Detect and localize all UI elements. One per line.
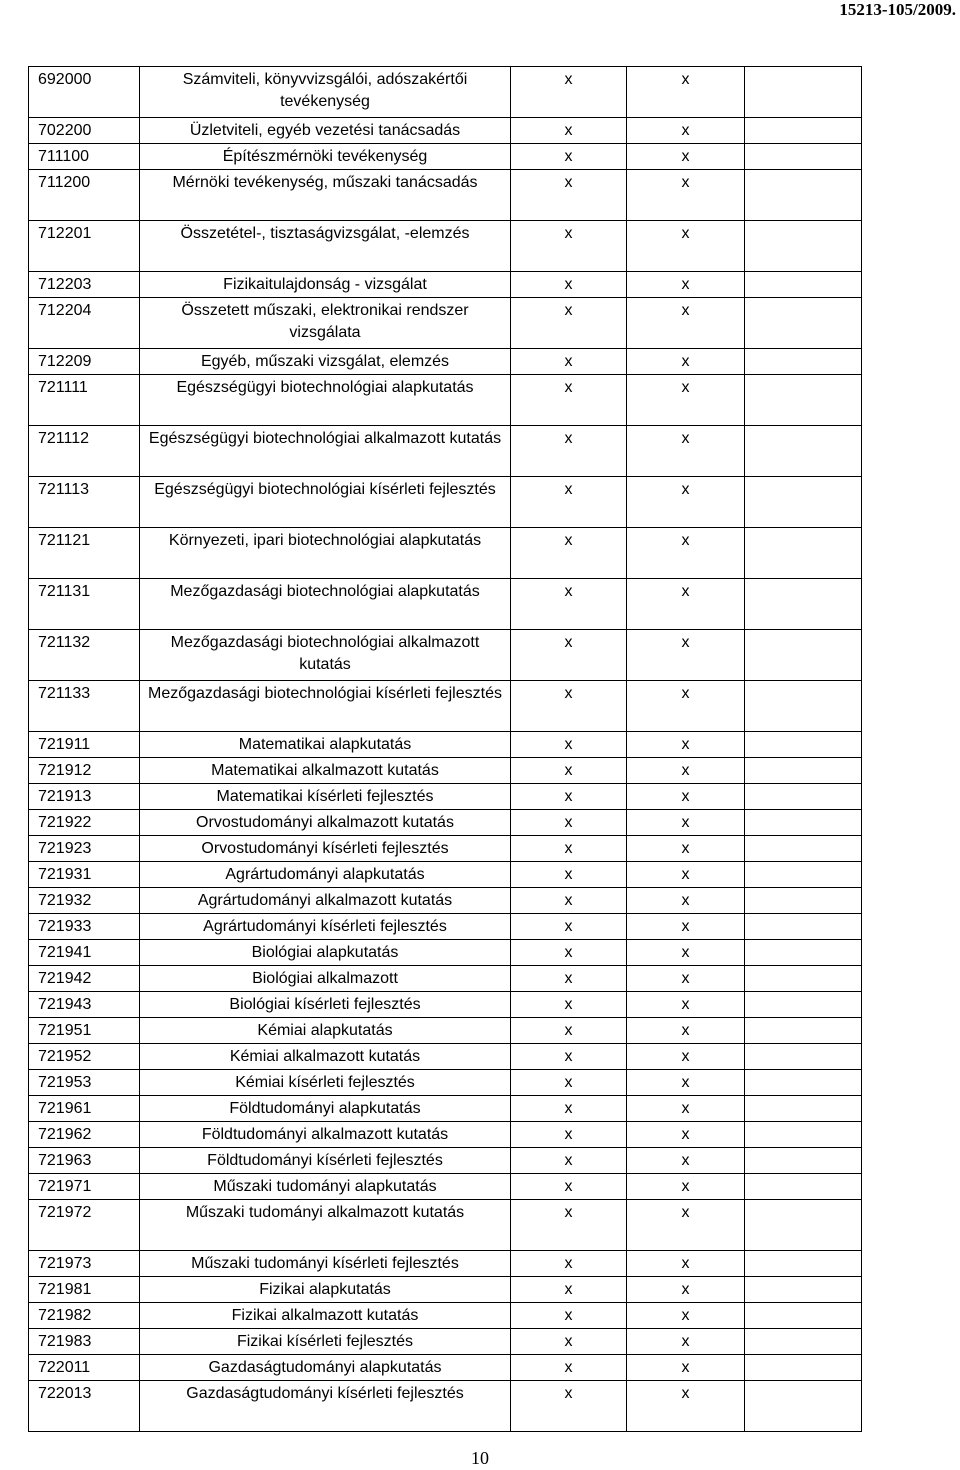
- mark-cell-2: x: [627, 1303, 745, 1329]
- empty-cell: [745, 810, 862, 836]
- activity-description-cell: Fizikai kísérleti fejlesztés: [140, 1329, 511, 1355]
- activity-code-cell: 721112: [29, 426, 140, 477]
- table-row: [29, 349, 862, 375]
- activity-description-cell: Kémiai alkalmazott kutatás: [140, 1044, 511, 1070]
- mark-cell-2: x: [627, 992, 745, 1018]
- activity-code-cell: 721913: [29, 784, 140, 810]
- activity-code-cell: 721981: [29, 1277, 140, 1303]
- mark-cell-2: x: [627, 1200, 745, 1251]
- empty-cell: [745, 298, 862, 349]
- mark-cell-2: x: [627, 1122, 745, 1148]
- mark-cell-2: x: [627, 1277, 745, 1303]
- activity-description-cell: Matematikai alkalmazott kutatás: [140, 758, 511, 784]
- mark-cell-1: x: [511, 298, 627, 349]
- table-row: [29, 375, 862, 426]
- empty-cell: [745, 579, 862, 630]
- table-row: [29, 940, 862, 966]
- empty-cell: [745, 1070, 862, 1096]
- activity-code-cell: 712209: [29, 349, 140, 375]
- table-row: [29, 1018, 862, 1044]
- activity-code-cell: 692000: [29, 67, 140, 118]
- mark-cell-2: x: [627, 940, 745, 966]
- activity-description-cell: Építészmérnöki tevékenység: [140, 144, 511, 170]
- table-row: [29, 1303, 862, 1329]
- mark-cell-2: x: [627, 966, 745, 992]
- mark-cell-2: x: [627, 579, 745, 630]
- mark-cell-1: x: [511, 579, 627, 630]
- activity-description-cell: Fizikaitulajdonság - vizsgálat: [140, 272, 511, 298]
- empty-cell: [745, 118, 862, 144]
- table-row: [29, 1329, 862, 1355]
- activity-description-cell: Agrártudományi alkalmazott kutatás: [140, 888, 511, 914]
- empty-cell: [745, 940, 862, 966]
- table-row: [29, 1070, 862, 1096]
- mark-cell-1: x: [511, 375, 627, 426]
- activity-description-cell: Egyéb, műszaki vizsgálat, elemzés: [140, 349, 511, 375]
- table-row: [29, 784, 862, 810]
- activity-code-cell: 721912: [29, 758, 140, 784]
- empty-cell: [745, 67, 862, 118]
- activity-code-cell: 721113: [29, 477, 140, 528]
- mark-cell-2: x: [627, 272, 745, 298]
- activity-code-cell: 721963: [29, 1148, 140, 1174]
- empty-cell: [745, 1381, 862, 1432]
- table-row: [29, 758, 862, 784]
- mark-cell-1: x: [511, 914, 627, 940]
- table-row: [29, 1381, 862, 1432]
- table-body: [29, 67, 862, 1432]
- activity-description-cell: Gazdaságtudományi kísérleti fejlesztés: [140, 1381, 511, 1432]
- mark-cell-1: x: [511, 630, 627, 681]
- empty-cell: [745, 272, 862, 298]
- activity-code-cell: 721953: [29, 1070, 140, 1096]
- activity-code-cell: 712203: [29, 272, 140, 298]
- mark-cell-2: x: [627, 1329, 745, 1355]
- mark-cell-2: x: [627, 836, 745, 862]
- table-row: [29, 1251, 862, 1277]
- empty-cell: [745, 1251, 862, 1277]
- activity-description-cell: Agrártudományi alapkutatás: [140, 862, 511, 888]
- mark-cell-2: x: [627, 1044, 745, 1070]
- mark-cell-1: x: [511, 758, 627, 784]
- mark-cell-1: x: [511, 732, 627, 758]
- mark-cell-2: x: [627, 426, 745, 477]
- activity-description-cell: Fizikai alapkutatás: [140, 1277, 511, 1303]
- activity-code-cell: 721941: [29, 940, 140, 966]
- table-row: [29, 118, 862, 144]
- mark-cell-2: x: [627, 1018, 745, 1044]
- activity-code-cell: 712204: [29, 298, 140, 349]
- table-row: [29, 1355, 862, 1381]
- mark-cell-1: x: [511, 1070, 627, 1096]
- mark-cell-1: x: [511, 1148, 627, 1174]
- table-row: [29, 170, 862, 221]
- mark-cell-1: x: [511, 784, 627, 810]
- mark-cell-2: x: [627, 732, 745, 758]
- mark-cell-1: x: [511, 1355, 627, 1381]
- empty-cell: [745, 1303, 862, 1329]
- empty-cell: [745, 1044, 862, 1070]
- activity-description-cell: Egészségügyi biotechnológiai kísérleti fejlesztés: [140, 477, 511, 528]
- table-row: [29, 630, 862, 681]
- mark-cell-1: x: [511, 992, 627, 1018]
- activity-description-cell: Gazdaságtudományi alapkutatás: [140, 1355, 511, 1381]
- mark-cell-1: x: [511, 67, 627, 118]
- activity-code-cell: 721972: [29, 1200, 140, 1251]
- empty-cell: [745, 1148, 862, 1174]
- table-row: [29, 477, 862, 528]
- activity-description-cell: Biológiai alapkutatás: [140, 940, 511, 966]
- activity-description-cell: Matematikai alapkutatás: [140, 732, 511, 758]
- table-row: [29, 1200, 862, 1251]
- activity-code-cell: 721932: [29, 888, 140, 914]
- activity-description-cell: Kémiai kísérleti fejlesztés: [140, 1070, 511, 1096]
- mark-cell-1: x: [511, 1251, 627, 1277]
- mark-cell-2: x: [627, 528, 745, 579]
- empty-cell: [745, 375, 862, 426]
- activity-code-cell: 721931: [29, 862, 140, 888]
- page-number: 10: [471, 1448, 489, 1468]
- activity-code-cell: 721982: [29, 1303, 140, 1329]
- activity-description-cell: Földtudományi kísérleti fejlesztés: [140, 1148, 511, 1174]
- activity-code-cell: 722011: [29, 1355, 140, 1381]
- activity-code-cell: 721133: [29, 681, 140, 732]
- activity-description-cell: Mezőgazdasági biotechnológiai alapkutatás: [140, 579, 511, 630]
- mark-cell-2: x: [627, 67, 745, 118]
- mark-cell-1: x: [511, 1174, 627, 1200]
- mark-cell-2: x: [627, 630, 745, 681]
- mark-cell-2: x: [627, 758, 745, 784]
- activity-description-cell: Egészségügyi biotechnológiai alkalmazott kutatás: [140, 426, 511, 477]
- mark-cell-1: x: [511, 1329, 627, 1355]
- empty-cell: [745, 732, 862, 758]
- empty-cell: [745, 528, 862, 579]
- mark-cell-2: x: [627, 118, 745, 144]
- mark-cell-1: x: [511, 477, 627, 528]
- table-row: [29, 426, 862, 477]
- mark-cell-1: x: [511, 1096, 627, 1122]
- empty-cell: [745, 992, 862, 1018]
- activity-code-cell: 721971: [29, 1174, 140, 1200]
- activity-description-cell: Számviteli, könyvvizsgálói, adószakértői tevékenység: [140, 67, 511, 118]
- activity-description-cell: Biológiai kísérleti fejlesztés: [140, 992, 511, 1018]
- activity-code-cell: 702200: [29, 118, 140, 144]
- activity-code-cell: 721961: [29, 1096, 140, 1122]
- mark-cell-2: x: [627, 1148, 745, 1174]
- empty-cell: [745, 914, 862, 940]
- mark-cell-1: x: [511, 349, 627, 375]
- table-row: [29, 836, 862, 862]
- empty-cell: [745, 681, 862, 732]
- mark-cell-1: x: [511, 272, 627, 298]
- mark-cell-2: x: [627, 1355, 745, 1381]
- activity-code-cell: 712201: [29, 221, 140, 272]
- activity-description-cell: Műszaki tudományi alkalmazott kutatás: [140, 1200, 511, 1251]
- activity-code-cell: 721132: [29, 630, 140, 681]
- mark-cell-1: x: [511, 1018, 627, 1044]
- mark-cell-1: x: [511, 1122, 627, 1148]
- mark-cell-1: x: [511, 888, 627, 914]
- mark-cell-2: x: [627, 888, 745, 914]
- document-reference: 15213-105/2009.: [839, 0, 956, 19]
- activity-code-cell: 721923: [29, 836, 140, 862]
- empty-cell: [745, 477, 862, 528]
- activity-description-cell: Műszaki tudományi alapkutatás: [140, 1174, 511, 1200]
- mark-cell-2: x: [627, 784, 745, 810]
- empty-cell: [745, 836, 862, 862]
- empty-cell: [745, 1174, 862, 1200]
- activity-description-cell: Összetett műszaki, elektronikai rendszer vizsgálata: [140, 298, 511, 349]
- mark-cell-1: x: [511, 528, 627, 579]
- activity-code-cell: 721942: [29, 966, 140, 992]
- mark-cell-1: x: [511, 1381, 627, 1432]
- mark-cell-1: x: [511, 1044, 627, 1070]
- mark-cell-1: x: [511, 221, 627, 272]
- mark-cell-1: x: [511, 118, 627, 144]
- mark-cell-2: x: [627, 221, 745, 272]
- empty-cell: [745, 144, 862, 170]
- mark-cell-1: x: [511, 1200, 627, 1251]
- activity-description-cell: Mezőgazdasági biotechnológiai kísérleti fejlesztés: [140, 681, 511, 732]
- activity-code-cell: 721933: [29, 914, 140, 940]
- table-row: [29, 272, 862, 298]
- activity-description-cell: Fizikai alkalmazott kutatás: [140, 1303, 511, 1329]
- mark-cell-2: x: [627, 1070, 745, 1096]
- mark-cell-1: x: [511, 144, 627, 170]
- activity-code-cell: 711100: [29, 144, 140, 170]
- activity-description-cell: Környezeti, ipari biotechnológiai alapkutatás: [140, 528, 511, 579]
- activity-code-cell: 722013: [29, 1381, 140, 1432]
- mark-cell-2: x: [627, 1096, 745, 1122]
- mark-cell-1: x: [511, 170, 627, 221]
- empty-cell: [745, 758, 862, 784]
- activity-code-cell: 721983: [29, 1329, 140, 1355]
- table-row: [29, 888, 862, 914]
- mark-cell-2: x: [627, 681, 745, 732]
- table-row: [29, 221, 862, 272]
- empty-cell: [745, 170, 862, 221]
- mark-cell-1: x: [511, 940, 627, 966]
- table-row: [29, 1148, 862, 1174]
- table-row: [29, 1122, 862, 1148]
- mark-cell-2: x: [627, 144, 745, 170]
- activity-description-cell: Orvostudományi alkalmazott kutatás: [140, 810, 511, 836]
- table-row: [29, 67, 862, 118]
- mark-cell-1: x: [511, 1303, 627, 1329]
- empty-cell: [745, 862, 862, 888]
- empty-cell: [745, 784, 862, 810]
- mark-cell-2: x: [627, 375, 745, 426]
- empty-cell: [745, 1329, 862, 1355]
- activity-description-cell: Kémiai alapkutatás: [140, 1018, 511, 1044]
- table-row: [29, 966, 862, 992]
- activity-code-table: [28, 66, 862, 1432]
- mark-cell-1: x: [511, 836, 627, 862]
- activity-description-cell: Földtudományi alapkutatás: [140, 1096, 511, 1122]
- table-row: [29, 298, 862, 349]
- table-row: [29, 862, 862, 888]
- activity-description-cell: Összetétel-, tisztaságvizsgálat, -elemzés: [140, 221, 511, 272]
- activity-code-cell: 721131: [29, 579, 140, 630]
- mark-cell-2: x: [627, 477, 745, 528]
- activity-description-cell: Mezőgazdasági biotechnológiai alkalmazott kutatás: [140, 630, 511, 681]
- empty-cell: [745, 630, 862, 681]
- table-row: [29, 1174, 862, 1200]
- activity-description-cell: Földtudományi alkalmazott kutatás: [140, 1122, 511, 1148]
- activity-description-cell: Műszaki tudományi kísérleti fejlesztés: [140, 1251, 511, 1277]
- empty-cell: [745, 1355, 862, 1381]
- table-row: [29, 144, 862, 170]
- table-row: [29, 1277, 862, 1303]
- activity-description-cell: Mérnöki tevékenység, műszaki tanácsadás: [140, 170, 511, 221]
- mark-cell-2: x: [627, 298, 745, 349]
- mark-cell-2: x: [627, 862, 745, 888]
- mark-cell-1: x: [511, 862, 627, 888]
- empty-cell: [745, 1277, 862, 1303]
- table-row: [29, 732, 862, 758]
- empty-cell: [745, 426, 862, 477]
- activity-code-cell: 721111: [29, 375, 140, 426]
- activity-code-cell: 721951: [29, 1018, 140, 1044]
- table-row: [29, 579, 862, 630]
- mark-cell-1: x: [511, 810, 627, 836]
- activity-code-cell: 721121: [29, 528, 140, 579]
- table-row: [29, 992, 862, 1018]
- empty-cell: [745, 888, 862, 914]
- activity-code-cell: 721962: [29, 1122, 140, 1148]
- activity-code-cell: 721943: [29, 992, 140, 1018]
- table-row: [29, 914, 862, 940]
- mark-cell-1: x: [511, 1277, 627, 1303]
- activity-code-cell: 721911: [29, 732, 140, 758]
- activity-code-cell: 721922: [29, 810, 140, 836]
- mark-cell-2: x: [627, 1174, 745, 1200]
- empty-cell: [745, 966, 862, 992]
- mark-cell-1: x: [511, 681, 627, 732]
- activity-description-cell: Üzletviteli, egyéb vezetési tanácsadás: [140, 118, 511, 144]
- mark-cell-2: x: [627, 1381, 745, 1432]
- table-row: [29, 810, 862, 836]
- activity-code-cell: 721973: [29, 1251, 140, 1277]
- table-row: [29, 1044, 862, 1070]
- empty-cell: [745, 1122, 862, 1148]
- mark-cell-2: x: [627, 170, 745, 221]
- mark-cell-1: x: [511, 966, 627, 992]
- mark-cell-1: x: [511, 426, 627, 477]
- mark-cell-2: x: [627, 810, 745, 836]
- activity-code-cell: 721952: [29, 1044, 140, 1070]
- table-row: [29, 1096, 862, 1122]
- activity-description-cell: Agrártudományi kísérleti fejlesztés: [140, 914, 511, 940]
- table-row: [29, 528, 862, 579]
- activity-description-cell: Biológiai alkalmazott: [140, 966, 511, 992]
- empty-cell: [745, 1018, 862, 1044]
- empty-cell: [745, 1200, 862, 1251]
- mark-cell-2: x: [627, 1251, 745, 1277]
- activity-description-cell: Orvostudományi kísérleti fejlesztés: [140, 836, 511, 862]
- empty-cell: [745, 349, 862, 375]
- activity-code-cell: 711200: [29, 170, 140, 221]
- activity-description-cell: Egészségügyi biotechnológiai alapkutatás: [140, 375, 511, 426]
- mark-cell-2: x: [627, 349, 745, 375]
- activity-description-cell: Matematikai kísérleti fejlesztés: [140, 784, 511, 810]
- mark-cell-2: x: [627, 914, 745, 940]
- empty-cell: [745, 1096, 862, 1122]
- table-row: [29, 681, 862, 732]
- empty-cell: [745, 221, 862, 272]
